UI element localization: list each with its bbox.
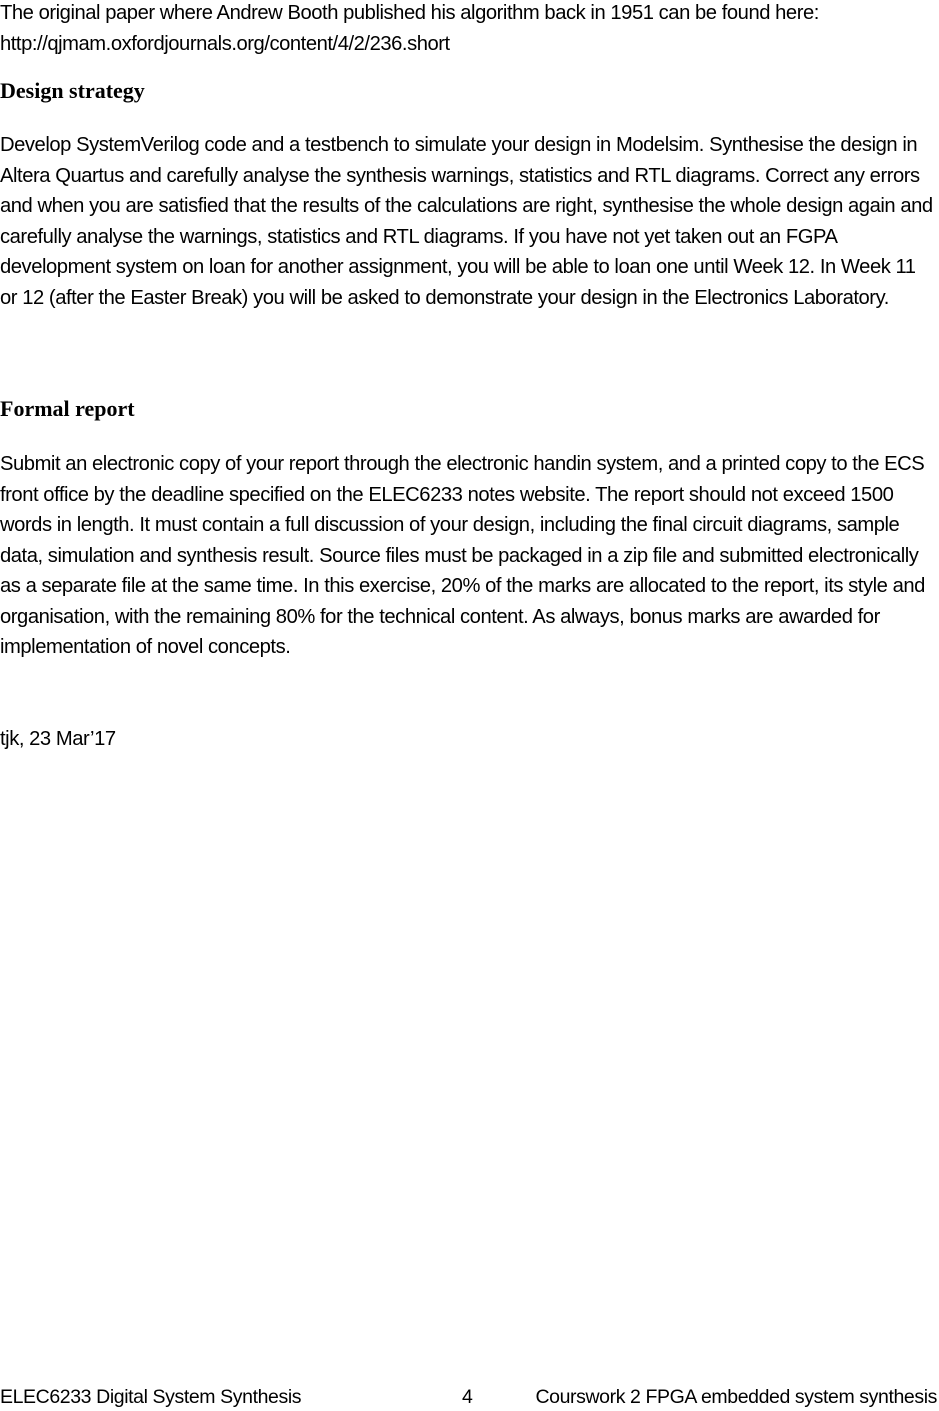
formal-report-heading: Formal report [0,396,135,421]
page-footer [0,1383,939,1411]
formal-report-paragraph: Submit an electronic copy of your report through the electronic handin system, and a printed copy to the ECS front office by the deadline specified on the ELEC6233 notes website. The report should not exceed 1500 words in length. It must contain a full discussion of your design, including the final circuit diagrams, sample data, simulation and synthesis result. Source files must be packaged in a zip file and submitted electronically as a separate file at the same time. In this exercise, 20% of the marks are allocated to the report, its style and organisation, with the remaining 80% for the technical content. As always, bonus marks are awarded for implementation of novel concepts. [0,453,925,658]
intro-paragraph: The original paper where Andrew Booth published his algorithm back in 1951 can be found here: http://qjmam.oxfordjournals.org/content/4/2/236.short [0,2,819,55]
footer-page-number: 4 [462,1386,473,1408]
signature-line: tjk, 23 Mar’17 [0,728,116,750]
footer-document-title: Courswork 2 FPGA embedded system synthesis [535,1386,937,1408]
design-strategy-paragraph: Develop SystemVerilog code and a testbench to simulate your design in Modelsim. Synthesise the design in Altera Quartus and carefully analyse the synthesis warnings, statistics and RTL diagrams. Correct any errors and when you are satisfied that the results of the calculations are right, synthesise the whole design again and carefully analyse the warnings, statistics and RTL diagrams. If you have not yet taken out an FGPA development system on loan for another assignment, you will be able to loan one until Week 12. In Week 11 or 12 (after the Easter Break) you will be asked to demonstrate your design in the Electronics Laboratory. [0,134,933,309]
footer-course-name: ELEC6233 Digital System Synthesis [0,1386,302,1408]
design-strategy-heading: Design strategy [0,78,145,103]
